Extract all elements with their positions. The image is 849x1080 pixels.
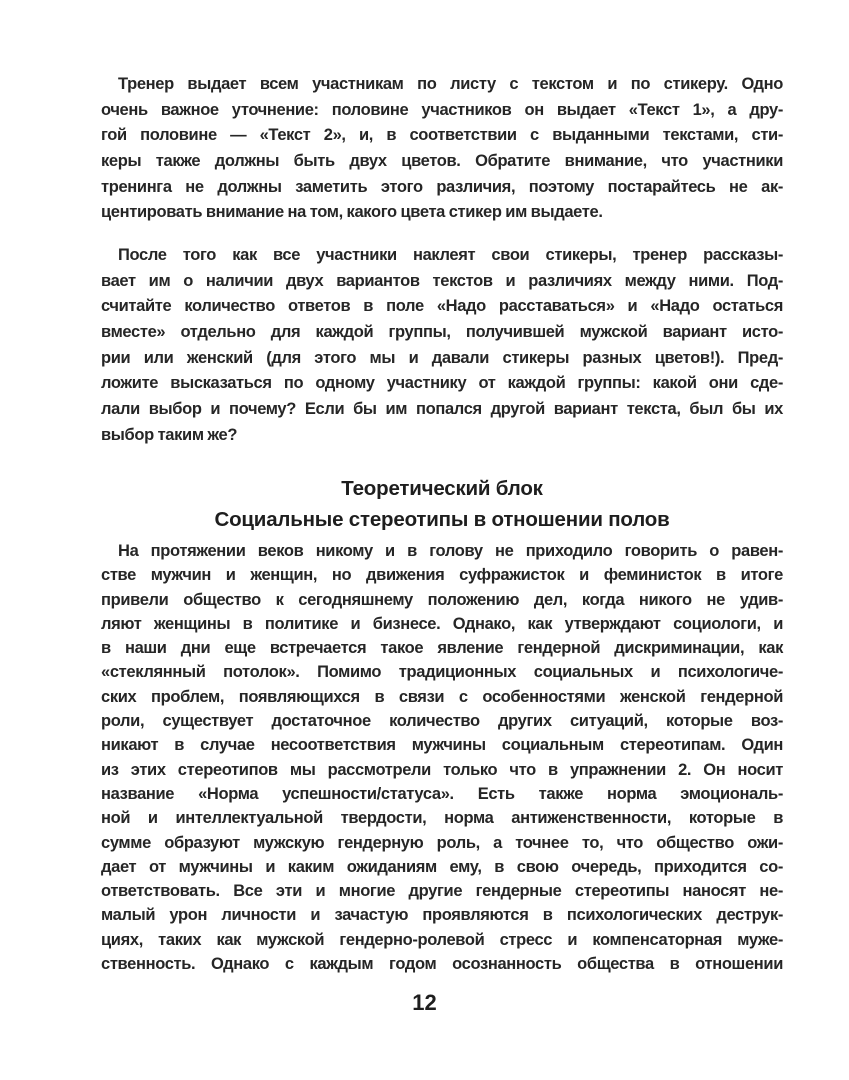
text-line: На протяжении веков никому и в голову не приходило говорить о равен- bbox=[118, 542, 783, 560]
text-line: малый урон личности и зачастую проявляются в психологических деструк- bbox=[101, 906, 783, 925]
text-line: очень важное уточнение: половине участников он выдает «Текст 1», а дру- bbox=[101, 100, 783, 119]
text-line: название «Норма успешности/статуса». Есть также норма эмоциональ- bbox=[101, 784, 783, 803]
text-line: «стеклянный потолок». Помимо традиционных социальных и психологиче- bbox=[101, 663, 783, 682]
text-line: выбор таким же? bbox=[101, 425, 238, 444]
text-line: ляют женщины в политике и бизнесе. Однако, как утверждают социологи, и bbox=[101, 614, 783, 633]
text-line: Тренер выдает всем участникам по листу с текстом и по стикеру. Одно bbox=[118, 75, 783, 93]
text-line: рии или женский (для этого мы и давали стикеры разных цветов!). Пред- bbox=[101, 348, 783, 367]
text-line: привели общество к сегодняшнему положению дел, когда никого не удив- bbox=[101, 590, 783, 609]
section-subtitle: Социальные стереотипы в отношении полов bbox=[214, 508, 670, 531]
text-line: ственность. Однако с каждым годом осознанность общества в отношении bbox=[101, 955, 783, 974]
text-line: ной и интеллектуальной твердости, норма антиженственности, которые в bbox=[101, 809, 783, 828]
text-line: ложите высказаться по одному участнику от каждой группы: какой они сде- bbox=[101, 374, 783, 393]
paragraph-theory bbox=[101, 539, 783, 976]
text-line: тренинга не должны заметить этого различия, поэтому постарайтесь не ак- bbox=[101, 177, 783, 196]
section-title: Теоретический блок bbox=[341, 477, 543, 500]
text-line: из этих стереотипов мы рассмотрели только что в упражнении 2. Он носит bbox=[101, 760, 783, 779]
text-line: дает от мужчины и каким ожиданиям ему, в свою очередь, приходится со- bbox=[101, 857, 783, 876]
text-line: ответствовать. Все эти и многие другие гендерные стереотипы наносят не- bbox=[101, 882, 783, 901]
text-line: никают в случае несоответствия мужчины социальным стереотипам. Один bbox=[101, 736, 783, 755]
text-line: циях, таких как мужской гендерно-ролевой стресс и компенсаторная муже- bbox=[101, 930, 783, 949]
text-line: в наши дни еще встречается такое явление гендерной дискриминации, как bbox=[101, 639, 783, 658]
text-line: керы также должны быть двух цветов. Обратите внимание, что участники bbox=[101, 152, 783, 171]
text-line: гой половине — «Текст 2», и, в соответствии с выданными текстами, сти- bbox=[101, 126, 783, 145]
text-line: сумме образуют мужскую гендерную роль, а точнее то, что общество ожи- bbox=[101, 833, 783, 852]
text-line: роли, существует достаточное количество других ситуаций, которые воз- bbox=[101, 712, 783, 731]
text-line: лали выбор и почему? Если бы им попался другой вариант текста, был бы их bbox=[101, 400, 783, 419]
text-line: ских проблем, появляющихся в связи с особенностями женской гендерной bbox=[101, 687, 783, 706]
page-number: 12 bbox=[412, 990, 437, 1015]
text-line: центировать внимание на том, какого цвета стикер им выдаете. bbox=[101, 203, 603, 222]
text-line: После того как все участники наклеят свои стикеры, тренер рассказы- bbox=[118, 246, 783, 264]
text-line: стве мужчин и женщин, но движения суфражисток и феминисток в итоге bbox=[101, 566, 783, 585]
text-line: вместе» отдельно для каждой группы, получившей мужской вариант исто- bbox=[101, 323, 783, 342]
paragraph-discussion bbox=[101, 243, 783, 449]
section-heading bbox=[101, 473, 783, 535]
text-line: считайте количество ответов в поле «Надо расставаться» и «Надо остаться bbox=[101, 297, 783, 316]
paragraph-instructions bbox=[101, 72, 783, 226]
text-line: вает им о наличии двух вариантов текстов и различиях между ними. Под- bbox=[101, 271, 783, 290]
